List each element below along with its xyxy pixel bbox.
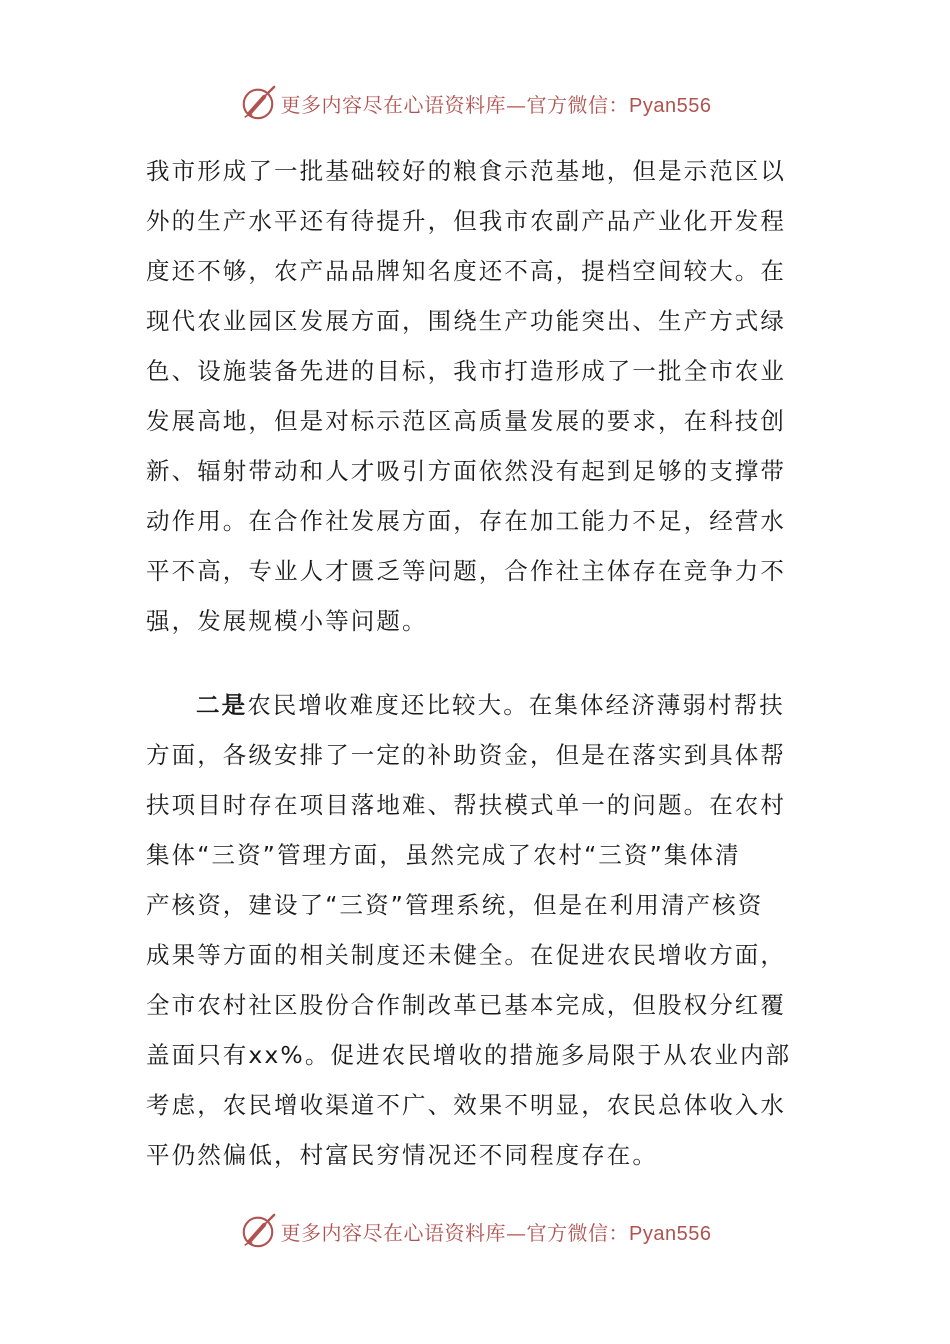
footer-wechat-id: Pyan556 <box>629 1222 712 1245</box>
header-banner <box>0 83 950 123</box>
paragraph-line: 新、辐射带动和人才吸引方面依然没有起到足够的支撑带 <box>146 457 786 485</box>
paragraph-line: 扶项目时存在项目落地难、帮扶模式单一的问题。在农村 <box>146 791 786 819</box>
paragraph-line: 集体“三资”管理方面，虽然完成了农村“三资”集体清 <box>146 841 741 869</box>
paragraph-line: 外的生产水平还有待提升，但我市农副产品产业化开发程 <box>146 207 786 235</box>
paragraph-lead-line <box>146 680 806 730</box>
paragraph-line: 动作用。在合作社发展方面，存在加工能力不足，经营水 <box>146 507 786 535</box>
paragraph-line: 方面，各级安排了一定的补助资金，但是在落实到具体帮 <box>146 741 786 769</box>
pen-logo-icon <box>239 1212 277 1250</box>
paragraph-line: 全市农村社区股份合作制改革已基本完成，但股权分红覆 <box>146 991 786 1019</box>
paragraph-line: 成果等方面的相关制度还未健全。在促进农民增收方面， <box>146 941 786 969</box>
paragraph-line: 我市形成了一批基础较好的粮食示范基地，但是示范区以 <box>146 157 786 185</box>
paragraph-line: 考虑，农民增收渠道不广、效果不明显，农民总体收入水 <box>146 1091 786 1119</box>
footer-banner-text: 更多内容尽在心语资料库—官方微信： <box>280 1220 630 1245</box>
paragraph-line: 现代农业园区发展方面，围绕生产功能突出、生产方式绿 <box>146 307 786 335</box>
lead-bold-text: 二是 <box>196 691 248 719</box>
header-wechat-id: Pyan556 <box>629 94 712 117</box>
paragraph-line: 度还不够，农产品品牌知名度还不高，提档空间较大。在 <box>146 257 786 285</box>
paragraph-1 <box>146 146 806 646</box>
footer-banner <box>0 1211 950 1251</box>
header-banner-text: 更多内容尽在心语资料库—官方微信： <box>280 92 630 117</box>
paragraph-line: 平不高，专业人才匮乏等问题，合作社主体存在竞争力不 <box>146 557 786 585</box>
paragraph-line: 产核资，建设了“三资”管理系统，但是在利用清产核资 <box>146 891 764 919</box>
paragraph-line: 强，发展规模小等问题。 <box>146 607 428 635</box>
paragraph-line: 盖面只有xx%。促进农民增收的措施多局限于从农业内部 <box>146 1041 792 1069</box>
paragraph-line: 色、设施装备先进的目标，我市打造形成了一批全市农业 <box>146 357 786 385</box>
pen-logo-icon <box>239 84 277 122</box>
paragraph-line: 平仍然偏低，村富民穷情况还不同程度存在。 <box>146 1141 658 1169</box>
lead-rest-text: 农民增收难度还比较大。在集体经济薄弱村帮扶 <box>247 691 785 719</box>
paragraph-2 <box>146 680 806 1180</box>
paragraph-line: 发展高地，但是对标示范区高质量发展的要求，在科技创 <box>146 407 786 435</box>
